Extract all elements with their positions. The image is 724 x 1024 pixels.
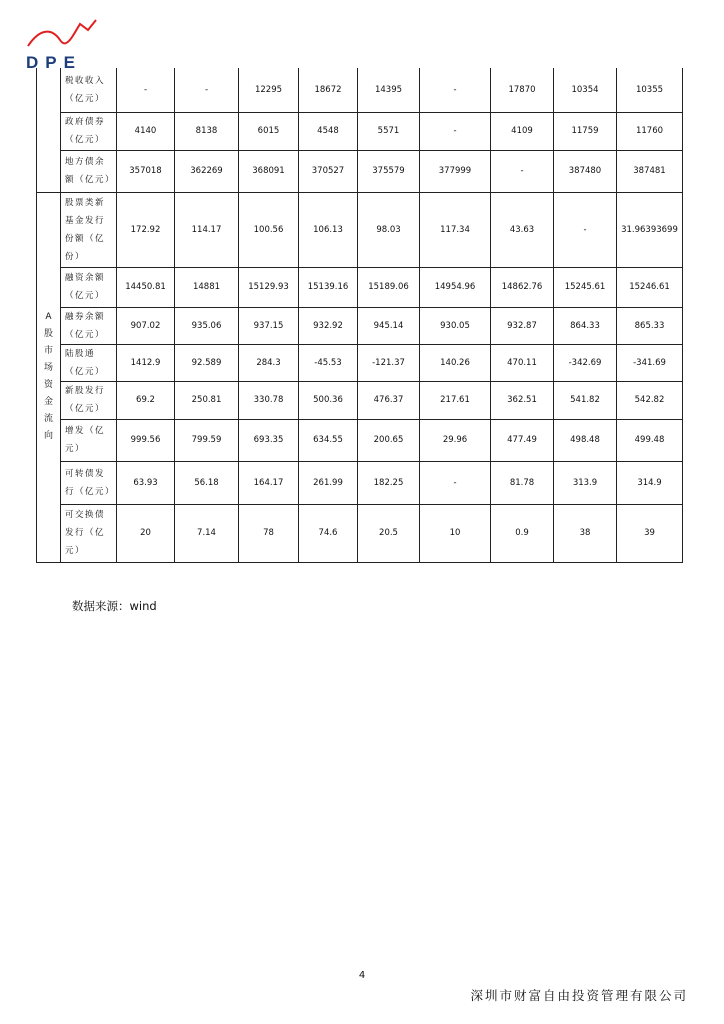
value-cell: 69.2 bbox=[117, 381, 175, 419]
dpe-logo bbox=[22, 14, 112, 74]
value-cell: -121.37 bbox=[358, 344, 420, 381]
value-cell: 362.51 bbox=[491, 381, 554, 419]
value-cell: 330.78 bbox=[239, 381, 299, 419]
value-cell: 11760 bbox=[617, 112, 683, 150]
value-cell: 387480 bbox=[554, 150, 617, 192]
table-row bbox=[37, 307, 683, 344]
value-cell: 999.56 bbox=[117, 419, 175, 461]
value-cell: 200.65 bbox=[358, 419, 420, 461]
logo-swoosh bbox=[28, 20, 96, 46]
value-cell: 15129.93 bbox=[239, 267, 299, 307]
value-cell: 498.48 bbox=[554, 419, 617, 461]
value-cell: - bbox=[420, 68, 491, 112]
value-cell: 10355 bbox=[617, 68, 683, 112]
value-cell: - bbox=[554, 192, 617, 267]
value-cell: 8138 bbox=[175, 112, 239, 150]
table-row bbox=[37, 504, 683, 562]
value-cell: 217.61 bbox=[420, 381, 491, 419]
category-cell: A 股 市 场 资 金 流 向 bbox=[37, 192, 61, 562]
table-row bbox=[37, 381, 683, 419]
value-cell: 20.5 bbox=[358, 504, 420, 562]
row-label: 融券余额（亿元） bbox=[61, 307, 117, 344]
value-cell: 377999 bbox=[420, 150, 491, 192]
value-cell: 11759 bbox=[554, 112, 617, 150]
value-cell: 932.87 bbox=[491, 307, 554, 344]
value-cell: 499.48 bbox=[617, 419, 683, 461]
value-cell: 39 bbox=[617, 504, 683, 562]
value-cell: 542.82 bbox=[617, 381, 683, 419]
value-cell: 6015 bbox=[239, 112, 299, 150]
value-cell: 864.33 bbox=[554, 307, 617, 344]
value-cell: 470.11 bbox=[491, 344, 554, 381]
value-cell: 261.99 bbox=[299, 461, 358, 504]
value-cell: - bbox=[491, 150, 554, 192]
table-row bbox=[37, 192, 683, 267]
value-cell: 14881 bbox=[175, 267, 239, 307]
value-cell: 7.14 bbox=[175, 504, 239, 562]
value-cell: 10354 bbox=[554, 68, 617, 112]
value-cell: 78 bbox=[239, 504, 299, 562]
table-body bbox=[37, 68, 683, 562]
value-cell: 5571 bbox=[358, 112, 420, 150]
value-cell: 907.02 bbox=[117, 307, 175, 344]
value-cell: -341.69 bbox=[617, 344, 683, 381]
row-label: 股票类新基金发行份额（亿份） bbox=[61, 192, 117, 267]
value-cell: 930.05 bbox=[420, 307, 491, 344]
value-cell: 313.9 bbox=[554, 461, 617, 504]
row-label: 可交换债发行（亿元） bbox=[61, 504, 117, 562]
table-row bbox=[37, 112, 683, 150]
value-cell: -45.53 bbox=[299, 344, 358, 381]
value-cell: 29.96 bbox=[420, 419, 491, 461]
value-cell: - bbox=[175, 68, 239, 112]
value-cell: 43.63 bbox=[491, 192, 554, 267]
table-row bbox=[37, 344, 683, 381]
value-cell: 865.33 bbox=[617, 307, 683, 344]
value-cell: 0.9 bbox=[491, 504, 554, 562]
value-cell: 56.18 bbox=[175, 461, 239, 504]
value-cell: 114.17 bbox=[175, 192, 239, 267]
value-cell: - bbox=[420, 112, 491, 150]
table-row bbox=[37, 419, 683, 461]
value-cell: 106.13 bbox=[299, 192, 358, 267]
value-cell: 14862.76 bbox=[491, 267, 554, 307]
value-cell: - bbox=[420, 461, 491, 504]
value-cell: 140.26 bbox=[420, 344, 491, 381]
data-table bbox=[36, 68, 683, 563]
logo-text: DPE bbox=[26, 53, 82, 72]
value-cell: 375579 bbox=[358, 150, 420, 192]
value-cell: 14954.96 bbox=[420, 267, 491, 307]
value-cell: 4109 bbox=[491, 112, 554, 150]
value-cell: 368091 bbox=[239, 150, 299, 192]
value-cell: -342.69 bbox=[554, 344, 617, 381]
value-cell: 117.34 bbox=[420, 192, 491, 267]
value-cell: 799.59 bbox=[175, 419, 239, 461]
table-row bbox=[37, 267, 683, 307]
value-cell: 937.15 bbox=[239, 307, 299, 344]
value-cell: 284.3 bbox=[239, 344, 299, 381]
value-cell: 476.37 bbox=[358, 381, 420, 419]
row-label: 陆股通（亿元） bbox=[61, 344, 117, 381]
value-cell: 15139.16 bbox=[299, 267, 358, 307]
value-cell: 477.49 bbox=[491, 419, 554, 461]
value-cell: 314.9 bbox=[617, 461, 683, 504]
row-label: 可转债发行（亿元） bbox=[61, 461, 117, 504]
value-cell: 370527 bbox=[299, 150, 358, 192]
category-cell bbox=[37, 68, 61, 192]
value-cell: 81.78 bbox=[491, 461, 554, 504]
value-cell: 10 bbox=[420, 504, 491, 562]
row-label: 地方债余额（亿元） bbox=[61, 150, 117, 192]
value-cell: 15246.61 bbox=[617, 267, 683, 307]
value-cell: 4548 bbox=[299, 112, 358, 150]
value-cell: 541.82 bbox=[554, 381, 617, 419]
value-cell: 14450.81 bbox=[117, 267, 175, 307]
value-cell: 31.96393699 bbox=[617, 192, 683, 267]
value-cell: 387481 bbox=[617, 150, 683, 192]
table-row bbox=[37, 68, 683, 112]
value-cell: 634.55 bbox=[299, 419, 358, 461]
page-number: 4 bbox=[358, 970, 366, 981]
row-label: 增发（亿元） bbox=[61, 419, 117, 461]
value-cell: 100.56 bbox=[239, 192, 299, 267]
value-cell: 17870 bbox=[491, 68, 554, 112]
value-cell: 14395 bbox=[358, 68, 420, 112]
company-name: 深圳市财富自由投资管理有限公司 bbox=[470, 988, 688, 1003]
value-cell: 164.17 bbox=[239, 461, 299, 504]
value-cell: 20 bbox=[117, 504, 175, 562]
value-cell: 15245.61 bbox=[554, 267, 617, 307]
row-label: 新股发行（亿元） bbox=[61, 381, 117, 419]
value-cell: 945.14 bbox=[358, 307, 420, 344]
value-cell: 1412.9 bbox=[117, 344, 175, 381]
value-cell: 15189.06 bbox=[358, 267, 420, 307]
table-row bbox=[37, 150, 683, 192]
value-cell: 4140 bbox=[117, 112, 175, 150]
value-cell: 357018 bbox=[117, 150, 175, 192]
value-cell: 98.03 bbox=[358, 192, 420, 267]
value-cell: 18672 bbox=[299, 68, 358, 112]
value-cell: 172.92 bbox=[117, 192, 175, 267]
value-cell: 63.93 bbox=[117, 461, 175, 504]
value-cell: 500.36 bbox=[299, 381, 358, 419]
value-cell: 935.06 bbox=[175, 307, 239, 344]
row-label: 融资余额（亿元） bbox=[61, 267, 117, 307]
value-cell: 932.92 bbox=[299, 307, 358, 344]
value-cell: 182.25 bbox=[358, 461, 420, 504]
data-source-note: 数据来源：wind bbox=[72, 599, 157, 613]
value-cell: 12295 bbox=[239, 68, 299, 112]
value-cell: 92.589 bbox=[175, 344, 239, 381]
value-cell: 38 bbox=[554, 504, 617, 562]
value-cell: 693.35 bbox=[239, 419, 299, 461]
value-cell: 74.6 bbox=[299, 504, 358, 562]
row-label: 政府债券（亿元） bbox=[61, 112, 117, 150]
row-label: 税收收入（亿元） bbox=[61, 68, 117, 112]
table-row bbox=[37, 461, 683, 504]
value-cell: - bbox=[117, 68, 175, 112]
value-cell: 362269 bbox=[175, 150, 239, 192]
value-cell: 250.81 bbox=[175, 381, 239, 419]
